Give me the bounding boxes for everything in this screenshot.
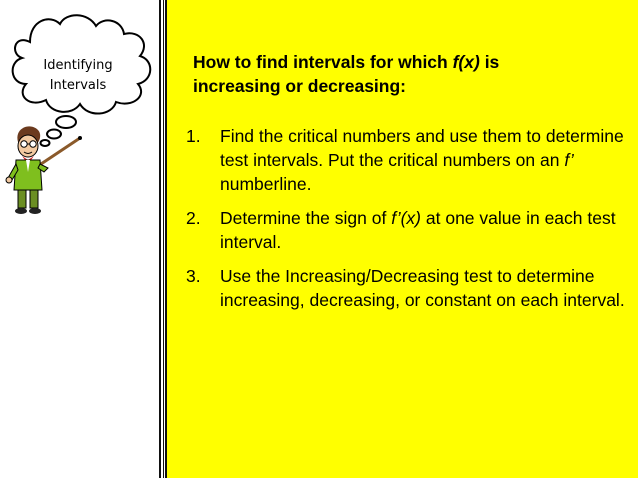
step-text: Determine the sign of [220, 208, 392, 228]
step-math: f’(x) [391, 208, 422, 228]
vertical-divider [159, 0, 167, 478]
list-item [186, 264, 626, 312]
step-number: 3. [186, 266, 201, 286]
step-text-after: numberline. [220, 174, 312, 194]
list-item [186, 206, 626, 254]
step-math: f’ [564, 150, 574, 170]
steps-list [186, 124, 626, 322]
heading-line2: increasing or decreasing: [193, 76, 406, 96]
cloud-label-line1: Identifying [43, 58, 113, 73]
step-text: Use the Increasing/Decreasing test to determine increasing, decreasing, or constant on each interval. [220, 266, 625, 310]
cloud-label-line2: Intervals [49, 78, 107, 93]
step-text: Find the critical numbers and use them to determine test intervals. Put the critical numbers on an [220, 126, 624, 170]
slide-heading [193, 50, 613, 98]
left-sidebar [0, 0, 159, 478]
step-text-after: at one value in each test interval. [220, 208, 616, 252]
heading-prefix: How to find intervals for which [193, 52, 453, 72]
step-number: 1. [186, 126, 201, 146]
cloud-label [26, 56, 130, 96]
heading-fx: f(x) [452, 52, 480, 72]
teacher-icon [0, 118, 90, 218]
step-number: 2. [186, 208, 201, 228]
list-item [186, 124, 626, 196]
heading-suffix: is [479, 52, 500, 72]
